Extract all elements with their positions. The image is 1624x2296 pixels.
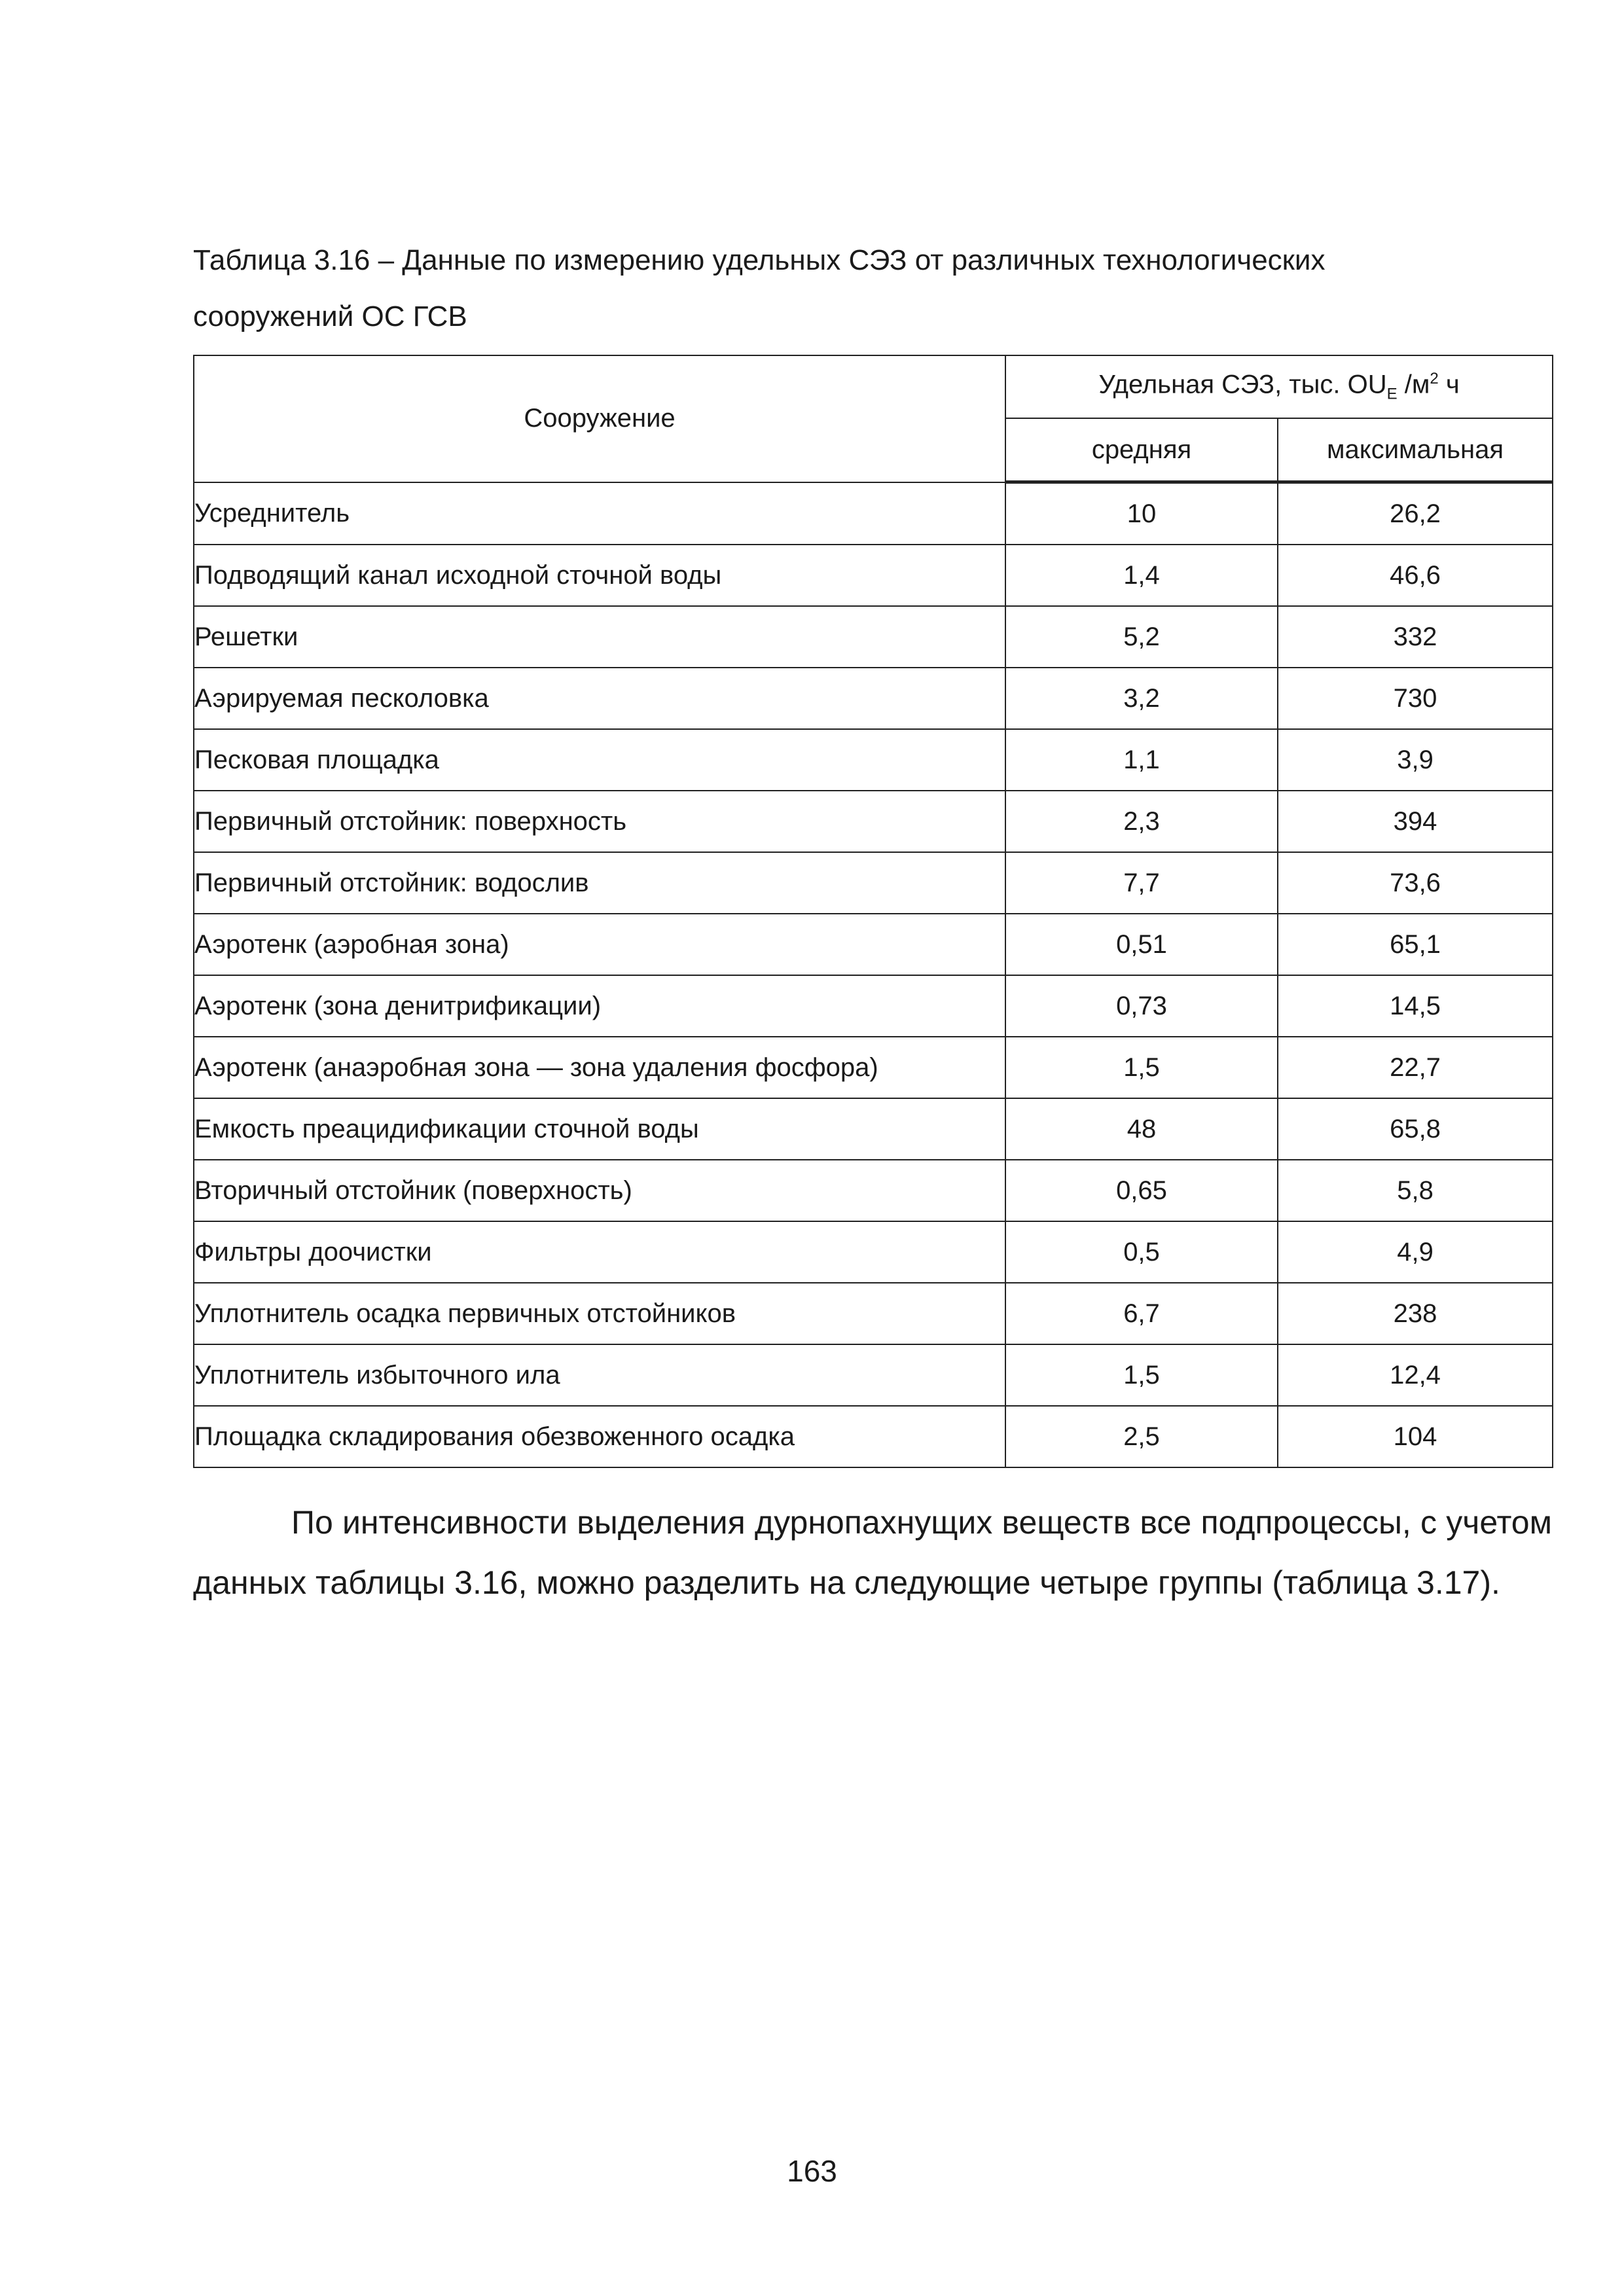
row-max: 26,2 (1278, 482, 1553, 545)
row-mean: 3,2 (1005, 668, 1278, 729)
row-max: 394 (1278, 791, 1553, 852)
header-unit-prefix: Удельная СЭЗ, тыс. OU (1098, 370, 1387, 399)
row-name: Аэротенк (аэробная зона) (194, 914, 1005, 975)
table-row (194, 791, 1553, 852)
row-mean: 7,7 (1005, 852, 1278, 914)
header-unit-sub: E (1386, 385, 1398, 403)
row-mean: 0,5 (1005, 1221, 1278, 1283)
row-name: Первичный отстойник: поверхность (194, 791, 1005, 852)
table-row (194, 975, 1553, 1037)
page-number: 163 (787, 2154, 837, 2188)
row-max: 238 (1278, 1283, 1553, 1344)
header-unit-sup: 2 (1430, 370, 1439, 388)
table-row (194, 1221, 1553, 1283)
table-row (194, 1406, 1553, 1467)
caption-line-2: сооружений ОС ГСВ (193, 300, 467, 332)
header-specific-emission (1005, 355, 1553, 418)
table-row (194, 545, 1553, 606)
table-row (194, 1344, 1553, 1406)
row-max: 4,9 (1278, 1221, 1553, 1283)
row-mean: 0,51 (1005, 914, 1278, 975)
header-max: максимальная (1278, 418, 1553, 482)
table-caption (193, 232, 1463, 345)
row-name: Аэротенк (анаэробная зона — зона удаления фосфора) (194, 1037, 1005, 1098)
row-max: 730 (1278, 668, 1553, 729)
row-mean: 0,65 (1005, 1160, 1278, 1221)
row-name: Аэрируемая песколовка (194, 668, 1005, 729)
row-name: Песковая площадка (194, 729, 1005, 791)
table-row (194, 1037, 1553, 1098)
paragraph-line-1: По интенсивности выделения дурнопахнущих веществ все подпроцессы, с учетом (291, 1504, 1552, 1541)
row-name: Первичный отстойник: водослив (194, 852, 1005, 914)
header-unit-middle: /м (1397, 370, 1430, 399)
header-structure: Сооружение (194, 355, 1005, 482)
table-row (194, 729, 1553, 791)
row-max: 65,8 (1278, 1098, 1553, 1160)
row-max: 12,4 (1278, 1344, 1553, 1406)
row-name: Подводящий канал исходной сточной воды (194, 545, 1005, 606)
table-row (194, 852, 1553, 914)
row-mean: 6,7 (1005, 1283, 1278, 1344)
row-mean: 2,3 (1005, 791, 1278, 852)
row-mean: 48 (1005, 1098, 1278, 1160)
table-row (194, 482, 1553, 545)
row-max: 73,6 (1278, 852, 1553, 914)
row-max: 22,7 (1278, 1037, 1553, 1098)
row-name: Вторичный отстойник (поверхность) (194, 1160, 1005, 1221)
row-mean: 1,5 (1005, 1037, 1278, 1098)
row-max: 3,9 (1278, 729, 1553, 791)
paragraph-line-2: данных таблицы 3.16, можно разделить на следующие четыре группы (таблица 3.17). (193, 1564, 1500, 1601)
row-mean: 2,5 (1005, 1406, 1278, 1467)
row-mean: 1,4 (1005, 545, 1278, 606)
row-max: 46,6 (1278, 545, 1553, 606)
row-max: 14,5 (1278, 975, 1553, 1037)
row-name: Решетки (194, 606, 1005, 668)
row-max: 5,8 (1278, 1160, 1553, 1221)
row-mean: 5,2 (1005, 606, 1278, 668)
header-unit-suffix: ч (1438, 370, 1460, 399)
row-name: Аэротенк (зона денитрификации) (194, 975, 1005, 1037)
caption-line-1: Таблица 3.16 – Данные по измерению удельных СЭЗ от различных технологических (193, 244, 1326, 276)
table-row (194, 1160, 1553, 1221)
table-row (194, 1283, 1553, 1344)
odor-emission-table (193, 355, 1553, 1468)
row-max: 332 (1278, 606, 1553, 668)
row-max: 104 (1278, 1406, 1553, 1467)
row-name: Уплотнитель избыточного ила (194, 1344, 1005, 1406)
table-row (194, 1098, 1553, 1160)
row-name: Емкость преацидификации сточной воды (194, 1098, 1005, 1160)
table-row (194, 914, 1553, 975)
row-mean: 1,5 (1005, 1344, 1278, 1406)
row-mean: 0,73 (1005, 975, 1278, 1037)
body-paragraph (193, 1492, 1552, 1613)
row-name: Фильтры доочистки (194, 1221, 1005, 1283)
table-row (194, 668, 1553, 729)
table-row (194, 606, 1553, 668)
row-mean: 1,1 (1005, 729, 1278, 791)
row-name: Усреднитель (194, 482, 1005, 545)
header-mean: средняя (1005, 418, 1278, 482)
row-name: Площадка складирования обезвоженного осадка (194, 1406, 1005, 1467)
row-mean: 10 (1005, 482, 1278, 545)
row-name: Уплотнитель осадка первичных отстойников (194, 1283, 1005, 1344)
row-max: 65,1 (1278, 914, 1553, 975)
